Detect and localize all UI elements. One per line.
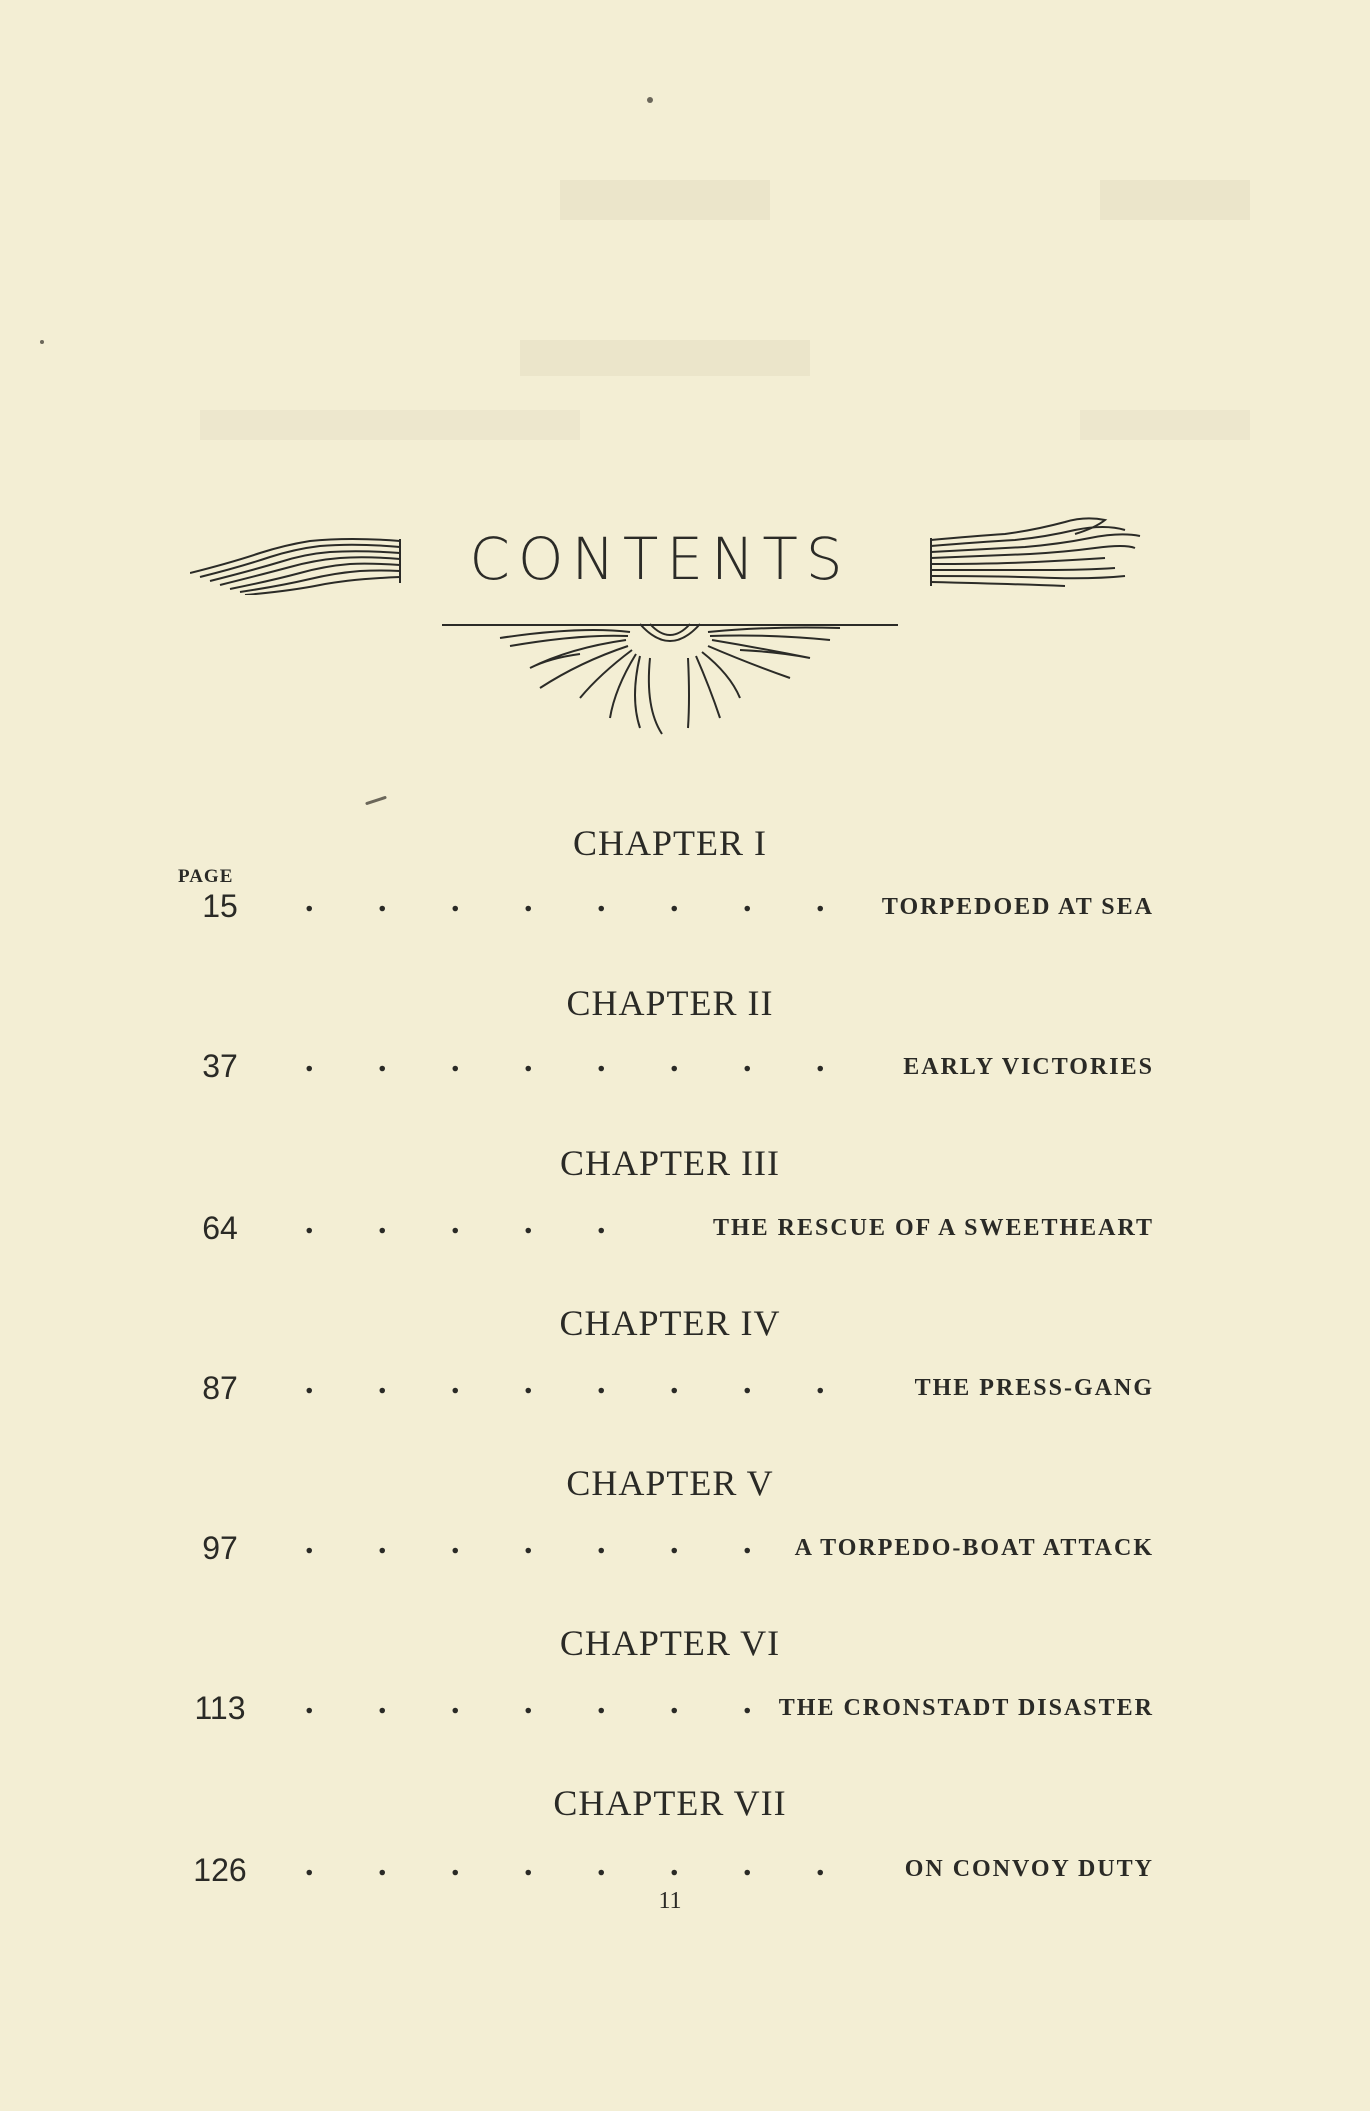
sun-ornament (440, 618, 900, 748)
chapter-heading: CHAPTER IV (559, 1303, 781, 1343)
ink-speck (647, 97, 653, 103)
right-wave-ornament (925, 512, 1145, 592)
entry-page-number: 37 (202, 1048, 238, 1084)
entry-title: THE RESCUE OF A SWEETHEART (712, 1215, 1154, 1241)
chapter-heading: CHAPTER II (566, 983, 774, 1023)
page-title: CONTENTS (469, 525, 851, 593)
entry-page-number: 64 (202, 1210, 238, 1246)
dot-leader: . . . . . . . . (305, 1846, 853, 1883)
page-column-label: PAGE (178, 866, 234, 887)
entry-title: A TORPEDO-BOAT ATTACK (794, 1535, 1154, 1561)
entry-page-number: 97 (202, 1530, 238, 1566)
show-through-ghost (200, 410, 580, 440)
chapter-heading: CHAPTER VI (559, 1623, 781, 1663)
dot-leader: . . . . . . . (305, 1684, 780, 1721)
ink-speck (365, 796, 387, 806)
entry-title: THE PRESS-GANG (914, 1375, 1154, 1401)
dot-leader: . . . . . . . . (305, 1042, 853, 1079)
entry-page-number: 113 (194, 1690, 246, 1726)
dot-leader: . . . . . (305, 1204, 634, 1241)
chapter-heading: CHAPTER III (560, 1143, 780, 1183)
show-through-ghost (1080, 410, 1250, 440)
entry-title: EARLY VICTORIES (903, 1054, 1154, 1080)
entry-page-number: 126 (193, 1852, 247, 1888)
show-through-ghost (560, 180, 770, 220)
entry-title: TORPEDOED AT SEA (881, 894, 1154, 920)
chapter-heading: CHAPTER V (566, 1463, 774, 1503)
dot-leader: . . . . . . . (305, 1524, 780, 1561)
show-through-ghost (520, 340, 810, 376)
entry-title: ON CONVOY DUTY (904, 1856, 1154, 1882)
entry-title: THE CRONSTADT DISASTER (778, 1695, 1154, 1721)
chapter-heading: CHAPTER VII (553, 1783, 787, 1823)
show-through-ghost (1100, 180, 1250, 220)
ink-speck (40, 340, 44, 344)
dot-leader: . . . . . . . . (305, 882, 853, 919)
entry-page-number: 15 (202, 888, 238, 924)
page-folio: 11 (658, 1888, 682, 1914)
left-wave-ornament (190, 525, 410, 595)
dot-leader: . . . . . . . . (305, 1364, 853, 1401)
entry-page-number: 87 (202, 1370, 238, 1406)
chapter-heading: CHAPTER I (572, 823, 767, 863)
